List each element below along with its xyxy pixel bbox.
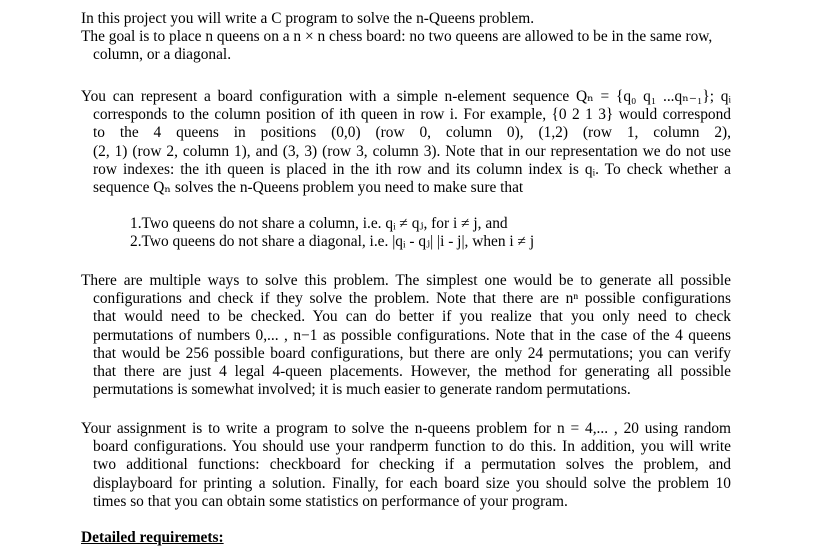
representation-line-5: row indexes: the ith queen is placed in the ith row and its column index is qᵢ. To check whether a: [93, 160, 731, 178]
representation-paragraph: [81, 88, 731, 197]
intro-line-3: column, or a diagonal.: [93, 46, 232, 64]
representation-line-2: corresponds to the column position of ith queen in row i. For example, {0 2 1 3} would correspond: [93, 106, 731, 124]
representation-line-4: (2, 1) (row 2, column 1), and (3, 3) (row 3, column 3). Note that in our representation we do not use: [93, 142, 731, 160]
approaches-line-5: that would be 256 possible board configurations, but there are only 24 permutations; you can verify: [93, 344, 731, 362]
detailed-requirements-heading: Detailed requiremets:: [81, 529, 224, 546]
assignment-line-3: two additional functions: checkboard for checking if a permutation solves the problem, and: [93, 456, 731, 474]
approaches-paragraph: [81, 272, 731, 399]
condition-item-1: 1.Two queens do not share a column, i.e. qᵢ ≠ qⱼ, for i ≠ j, and: [130, 215, 508, 232]
approaches-line-7: permutations is somewhat involved; it is much easier to generate random permutations.: [93, 381, 631, 399]
intro-paragraph: [81, 10, 731, 65]
approaches-line-4: permutations of numbers 0,... , n−1 as possible configurations. Note that in the case of the 4 queens: [93, 326, 731, 344]
assignment-line-1: Your assignment is to write a program to solve the n-queens problem for n = 4,... , 20 using random: [81, 420, 731, 437]
approaches-line-3: that would need to be checked. You can do better if you realize that you only need to check: [93, 308, 731, 326]
representation-line-3: to the 4 queens in positions (0,0) (row 0, column 0), (1,2) (row 1, column 2),: [93, 124, 731, 142]
conditions-list: [81, 215, 731, 251]
approaches-line-6: that there are just 4 legal 4-queen placements. However, the method for generating all possible: [93, 362, 731, 380]
assignment-line-4: displayboard for printing a solution. Finally, for each board size you should solve the problem 10: [93, 474, 731, 492]
condition-item-2: 2.Two queens do not share a diagonal, i.e. |qᵢ - qⱼ| |i - j|, when i ≠ j: [130, 233, 535, 251]
approaches-line-1: There are multiple ways to solve this problem. The simplest one would be to generate all possible: [81, 272, 731, 289]
assignment-paragraph: [81, 420, 731, 511]
approaches-line-2: configurations and check if they solve the problem. Note that there are nⁿ possible configurations: [93, 290, 731, 308]
representation-line-1: You can represent a board configuration with a simple n-element sequence Qₙ = {q₀ q₁ ...qₙ₋₁}; qᵢ: [81, 88, 731, 105]
intro-line-2: The goal is to place n queens on a n × n chess board: no two queens are allowed to be in the same row,: [81, 28, 713, 46]
assignment-line-5: times so that you can obtain some statistics on performance of your program.: [93, 492, 568, 510]
intro-line-1: In this project you will write a C program to solve the n-Queens problem.: [81, 10, 535, 27]
assignment-line-2: board configurations. You should use your randperm function to do this. In addition, you will write: [93, 438, 731, 456]
representation-line-6: sequence Qₙ solves the n-Queens problem you need to make sure that: [93, 178, 524, 196]
